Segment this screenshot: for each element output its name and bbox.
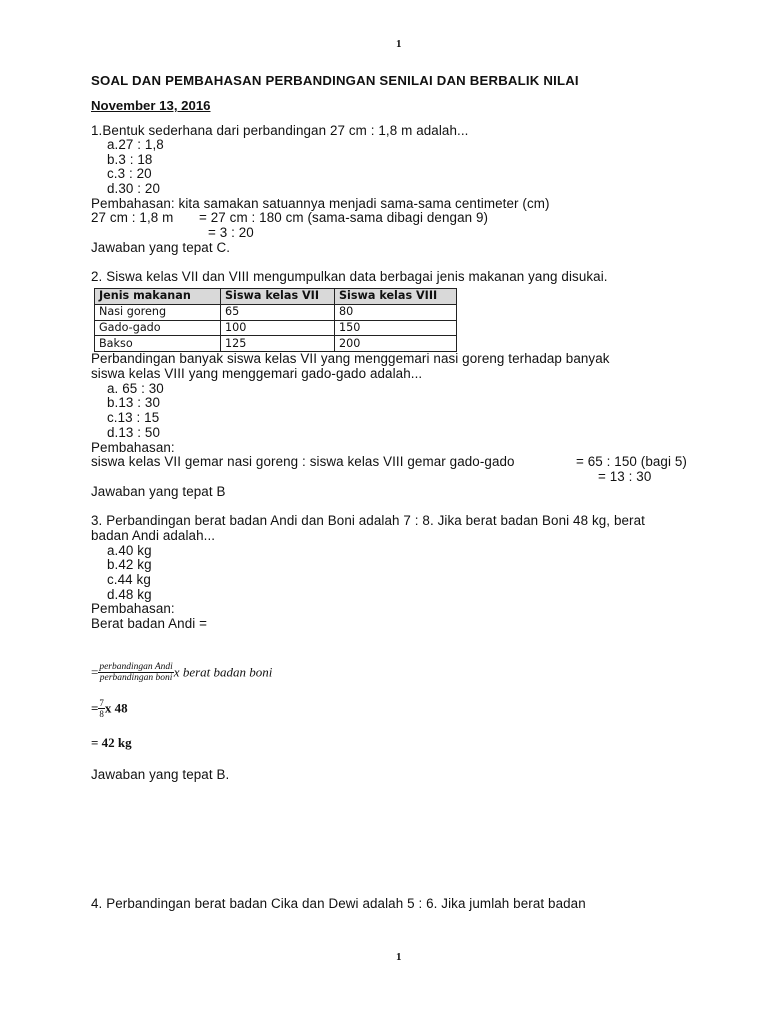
formula-rest: x berat badan boni: [173, 664, 273, 680]
q2-option-d: d.13 : 50: [107, 425, 161, 440]
q2-text-line1: Perbandingan banyak siswa kelas VII yang menggemari nasi goreng terhadap banyak: [91, 351, 610, 366]
table-row: [95, 320, 457, 336]
q1-step2: = 3 : 20: [208, 225, 254, 240]
q3-question-line1: 3. Perbandingan berat badan Andi dan Boni adalah 7 : 8. Jika berat badan Boni 48 kg, berat: [91, 513, 645, 528]
table-header: Jenis makanan: [95, 289, 221, 305]
table-cell: 150: [335, 320, 457, 336]
table-row: [95, 336, 457, 352]
q2-pembahasan: Pembahasan:: [91, 440, 175, 455]
step2-denominator: 8: [99, 709, 104, 719]
q3-step2: [91, 698, 128, 719]
table-row: [95, 304, 457, 320]
q2-calc-right: = 65 : 150 (bagi 5): [576, 454, 687, 469]
table-cell: 65: [221, 304, 335, 320]
formula-numerator: perbandingan Andi: [99, 662, 173, 672]
page-number-bottom: 1: [396, 951, 402, 963]
q1-question: 1.Bentuk sederhana dari perbandingan 27 cm : 1,8 m adalah...: [91, 123, 469, 138]
q4-question: 4. Perbandingan berat badan Cika dan Dewi adalah 5 : 6. Jika jumlah berat badan: [91, 896, 586, 911]
q2-text-line2: siswa kelas VIII yang menggemari gado-gado adalah...: [91, 366, 423, 381]
food-preference-table: [94, 288, 457, 352]
q2-option-b: b.13 : 30: [107, 395, 161, 410]
table-header-row: [95, 289, 457, 305]
q1-step1-right: = 27 cm : 180 cm (sama-sama dibagi dengan 9): [199, 210, 489, 225]
document-title: SOAL DAN PEMBAHASAN PERBANDINGAN SENILAI DAN BERBALIK NILAI: [91, 73, 579, 88]
q3-step3: = 42 kg: [91, 735, 132, 750]
q3-option-b: b.42 kg: [107, 557, 152, 572]
table-cell: Nasi goreng: [95, 304, 221, 320]
formula-equals: =: [91, 664, 99, 680]
table-cell: 80: [335, 304, 457, 320]
q2-question: 2. Siswa kelas VII dan VIII mengumpulkan data berbagai jenis makanan yang disukai.: [91, 269, 608, 284]
q3-answer: Jawaban yang tepat B.: [91, 767, 230, 782]
step2-rest: x 48: [104, 700, 128, 716]
q2-option-a: a. 65 : 30: [107, 381, 164, 396]
q3-option-c: c.44 kg: [107, 572, 151, 587]
q2-option-c: c.13 : 15: [107, 410, 160, 425]
q1-option-a: a.27 : 1,8: [107, 137, 164, 152]
q3-option-a: a.40 kg: [107, 543, 152, 558]
q1-option-c: c.3 : 20: [107, 166, 152, 181]
table-cell: Gado-gado: [95, 320, 221, 336]
formula-denominator: perbandingan boni: [99, 673, 173, 683]
step2-numerator: 7: [99, 698, 104, 708]
q2-calc-result: = 13 : 30: [598, 469, 652, 484]
page-number-top: 1: [396, 38, 402, 50]
table-cell: 100: [221, 320, 335, 336]
table-cell: 200: [335, 336, 457, 352]
q1-option-b: b.3 : 18: [107, 152, 153, 167]
q3-pembahasan: Pembahasan:: [91, 601, 175, 616]
q3-question-line2: badan Andi adalah...: [91, 528, 216, 543]
q3-option-d: d.48 kg: [107, 587, 152, 602]
q1-answer: Jawaban yang tepat C.: [91, 240, 231, 255]
table-header: Siswa kelas VII: [221, 289, 335, 305]
table-header: Siswa kelas VIII: [335, 289, 457, 305]
q2-calc-left: siswa kelas VII gemar nasi goreng : siswa kelas VIII gemar gado-gado: [91, 454, 515, 469]
table-cell: Bakso: [95, 336, 221, 352]
q1-option-d: d.30 : 20: [107, 181, 161, 196]
table-cell: 125: [221, 336, 335, 352]
document-date: November 13, 2016: [91, 98, 211, 113]
q3-formula: [91, 662, 272, 683]
formula-fraction: [98, 662, 173, 683]
q1-pembahasan: Pembahasan: kita samakan satuannya menjadi sama-sama centimeter (cm): [91, 196, 550, 211]
q2-answer: Jawaban yang tepat B: [91, 484, 226, 499]
q1-step1-left: 27 cm : 1,8 m: [91, 210, 174, 225]
q3-berat-label: Berat badan Andi =: [91, 616, 208, 631]
step2-equals: =: [91, 700, 99, 716]
